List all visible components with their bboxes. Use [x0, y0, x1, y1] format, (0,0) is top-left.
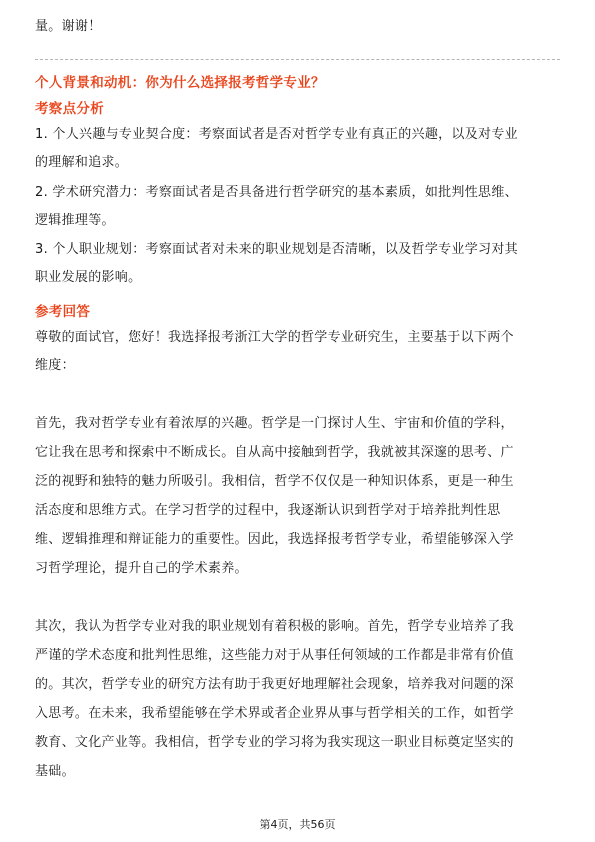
paragraph-line: 严谨的学术态度和批判性思维，这些能力对于从事任何领域的工作都是非常有价值 — [35, 648, 514, 663]
analysis-line: 1. 个人兴趣与专业契合度：考察面试者是否对哲学专业有真正的兴趣，以及对专业 — [35, 127, 518, 142]
answer-intro-line: 尊敬的面试官，您好！我选择报考浙江大学的哲学专业研究生，主要基于以下两个 — [35, 330, 514, 345]
analysis-line: 3. 个人职业规划：考察面试者对未来的职业规划是否清晰，以及哲学专业学习对其 — [35, 242, 518, 257]
paragraph-line: 的。其次，哲学专业的研究方法有助于我更好地理解社会现象，培养我对问题的深 — [35, 677, 514, 692]
analysis-line: 2. 学术研究潜力：考察面试者是否具备进行哲学研究的基本素质，如批判性思维、 — [35, 185, 518, 200]
paragraph-line: 泛的视野和独特的魅力所吸引。我相信，哲学不仅仅是一种知识体系，更是一种生 — [35, 474, 514, 489]
analysis-heading: 考察点分析 — [35, 101, 104, 117]
paragraph-line: 首先，我对哲学专业有着浓厚的兴趣。哲学是一门探讨人生、宇宙和价值的学科， — [35, 416, 514, 431]
analysis-line: 逻辑推理等。 — [35, 213, 115, 228]
section-divider — [35, 59, 560, 60]
paragraph-line: 习哲学理论，提升自己的学术素养。 — [35, 561, 248, 576]
paragraph-line: 维、逻辑推理和辩证能力的重要性。因此，我选择报考哲学专业，希望能够深入学 — [35, 532, 514, 547]
continuation-text: 量。谢谢！ — [35, 19, 102, 34]
page-number: 第4页，共56页 — [259, 818, 336, 831]
paragraph-line: 其次，我认为哲学专业对我的职业规划有着积极的影响。首先，哲学专业培养了我 — [35, 619, 514, 634]
paragraph-line: 教育、文化产业等。我相信，哲学专业的学习将为我实现这一职业目标奠定坚实的 — [35, 735, 514, 750]
paragraph-line: 活态度和思维方式。在学习哲学的过程中，我逐渐认识到哲学对于培养批判性思 — [35, 503, 501, 518]
answer-heading: 参考回答 — [35, 304, 91, 320]
section-title: 个人背景和动机：你为什么选择报考哲学专业？ — [35, 75, 325, 91]
paragraph-line: 入思考。在未来，我希望能够在学术界或者企业界从事与哲学相关的工作，如哲学 — [35, 706, 514, 721]
analysis-line: 的理解和追求。 — [35, 155, 129, 170]
paragraph-line: 基础。 — [35, 764, 75, 779]
analysis-line: 职业发展的影响。 — [35, 270, 142, 285]
answer-intro-line: 维度： — [35, 358, 75, 373]
paragraph-line: 它让我在思考和探索中不断成长。自从高中接触到哲学，我就被其深邃的思考、广 — [35, 445, 514, 460]
